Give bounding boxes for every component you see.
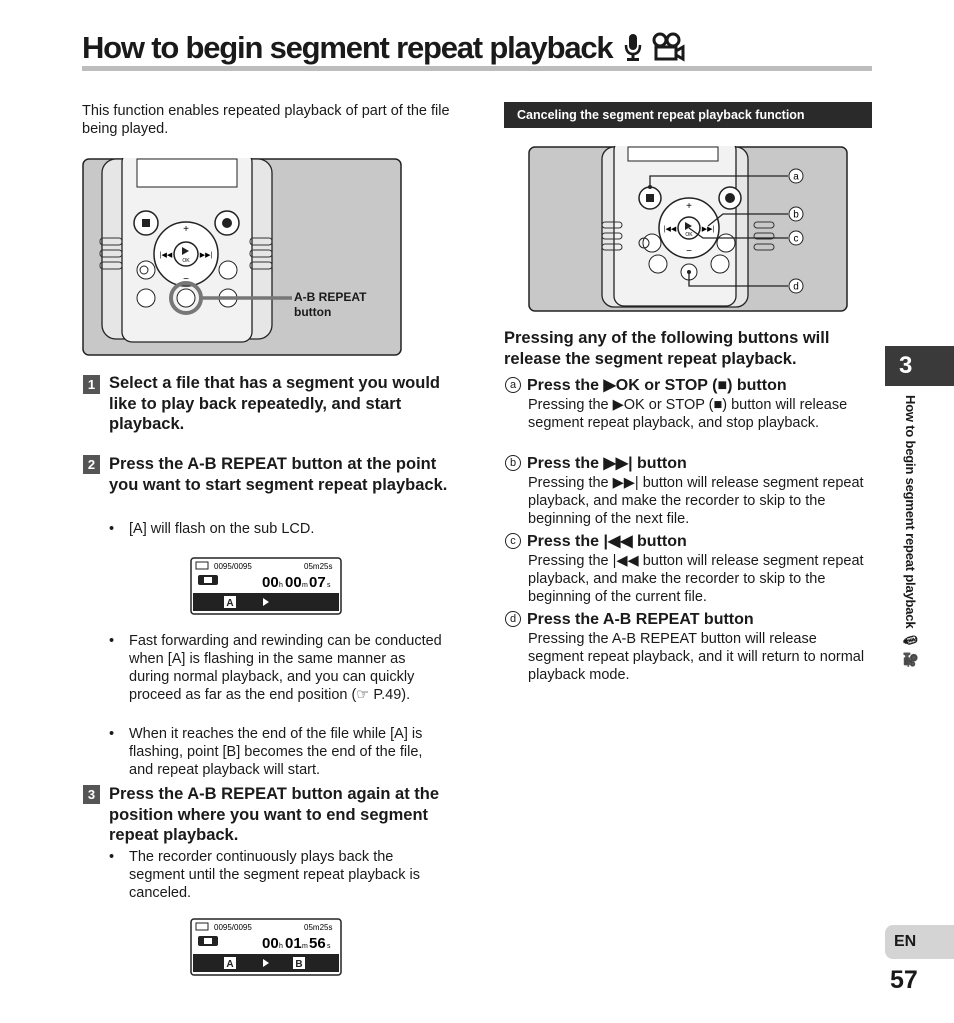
release-item-d bbox=[505, 610, 870, 684]
svg-text:|◀◀: |◀◀ bbox=[159, 252, 173, 259]
svg-text:s: s bbox=[327, 582, 331, 589]
sub-lcd-display bbox=[190, 918, 342, 981]
svg-text:m: m bbox=[302, 943, 308, 950]
step-number: 1 bbox=[83, 375, 100, 394]
bullet-item: • Fast forwarding and rewinding can be conducted when [A] is flashing in the same manner as during normal playback, and you can quickly proceed as far as the end position (☞ P.49). bbox=[109, 633, 442, 703]
svg-text:h: h bbox=[279, 943, 283, 950]
svg-text:s: s bbox=[327, 943, 331, 950]
svg-text:h: h bbox=[279, 582, 283, 589]
title-rule bbox=[82, 66, 872, 71]
lcd-mark-a: A bbox=[226, 959, 234, 970]
callout-letter: d bbox=[793, 281, 799, 293]
svg-text:m: m bbox=[302, 582, 308, 589]
page-title: How to begin segment repeat playback bbox=[82, 28, 685, 72]
recorder-figure-ab-repeat bbox=[82, 158, 402, 361]
chapter-tab: 3 bbox=[885, 346, 954, 386]
item-body: Pressing the ▶OK or STOP (■) button will release segment repeat playback, and stop playback. bbox=[528, 397, 848, 431]
language-tab: EN bbox=[885, 925, 954, 959]
bullet-item: • The recorder continuously plays back the segment until the segment repeat playback is canceled. bbox=[109, 849, 420, 901]
section-header: Canceling the segment repeat playback function bbox=[504, 102, 872, 128]
callout-letter: b bbox=[793, 209, 799, 221]
svg-text:▶▶|: ▶▶| bbox=[701, 226, 715, 233]
side-running-title: How to begin segment repeat playback 🎙 🎥 bbox=[903, 395, 918, 668]
step-number: 2 bbox=[83, 455, 100, 474]
item-body: Pressing the ▶▶| button will release segment repeat playback, and make the recorder to skip to the beginning of the next file. bbox=[528, 475, 864, 527]
lcd-seconds: 56 bbox=[309, 935, 326, 952]
svg-text:+: + bbox=[686, 201, 692, 212]
item-letter: b bbox=[505, 455, 521, 471]
callout-letter: c bbox=[793, 233, 799, 245]
item-letter: c bbox=[505, 533, 521, 549]
lcd-mark-a: A bbox=[226, 598, 234, 609]
svg-text:−: − bbox=[183, 274, 189, 285]
svg-text:▶▶|: ▶▶| bbox=[199, 252, 213, 259]
item-heading: Press the A-B REPEAT button bbox=[527, 611, 754, 628]
step-text: Press the A-B REPEAT button again at the position where you want to end segment repeat playback. bbox=[109, 785, 440, 844]
page-number: 57 bbox=[890, 966, 918, 994]
item-heading: Press the |◀◀ button bbox=[527, 533, 687, 550]
ab-repeat-callout: A-B REPEAT button bbox=[294, 290, 367, 319]
callout-letter: a bbox=[793, 171, 799, 183]
step-text: Select a file that has a segment you would like to play back repeatedly, and start playback. bbox=[109, 374, 440, 433]
item-heading: Press the ▶▶| button bbox=[527, 455, 687, 472]
release-item-b bbox=[505, 454, 870, 528]
recorder-figure-cancel bbox=[528, 146, 848, 317]
lcd-file-counter: 0095/0095 bbox=[214, 923, 252, 932]
lcd-hours: 00 bbox=[262, 935, 279, 952]
item-body: Pressing the |◀◀ button will release segment repeat playback, and make the recorder to skip to the beginning of the current file. bbox=[528, 553, 864, 605]
svg-text:OK: OK bbox=[685, 232, 693, 238]
svg-text:+: + bbox=[183, 224, 189, 235]
item-letter: d bbox=[505, 611, 521, 627]
svg-text:OK: OK bbox=[182, 258, 190, 264]
release-item-a bbox=[505, 376, 870, 432]
svg-text:−: − bbox=[686, 246, 692, 257]
lcd-file-length: 05m25s bbox=[304, 923, 333, 932]
step-number: 3 bbox=[83, 785, 100, 804]
lcd-minutes: 00 bbox=[285, 574, 302, 591]
item-letter: a bbox=[505, 377, 521, 393]
bullet-item: • When it reaches the end of the file while [A] is flashing, point [B] becomes the end of the file, and repeat playback will start. bbox=[109, 726, 423, 778]
lcd-mark-b: B bbox=[295, 959, 303, 970]
bullet-item: • [A] will flash on the sub LCD. bbox=[109, 521, 315, 537]
item-heading: Press the ▶OK or STOP (■) button bbox=[527, 377, 787, 394]
release-item-c bbox=[505, 532, 870, 606]
sub-lcd-display bbox=[190, 557, 342, 620]
lcd-hours: 00 bbox=[262, 574, 279, 591]
step-text: Press the A-B REPEAT button at the point you want to start segment repeat playback. bbox=[109, 455, 448, 494]
intro-text: This function enables repeated playback of part of the file being played. bbox=[82, 103, 450, 137]
item-body: Pressing the A-B REPEAT button will release segment repeat playback, and it will return to normal playback mode. bbox=[528, 631, 865, 683]
lcd-minutes: 01 bbox=[285, 935, 302, 952]
lcd-seconds: 07 bbox=[309, 574, 326, 591]
lcd-file-counter: 0095/0095 bbox=[214, 562, 252, 571]
svg-text:|◀◀: |◀◀ bbox=[663, 226, 677, 233]
lcd-file-length: 05m25s bbox=[304, 562, 333, 571]
release-heading: Pressing any of the following buttons will release the segment repeat playback. bbox=[504, 329, 830, 368]
